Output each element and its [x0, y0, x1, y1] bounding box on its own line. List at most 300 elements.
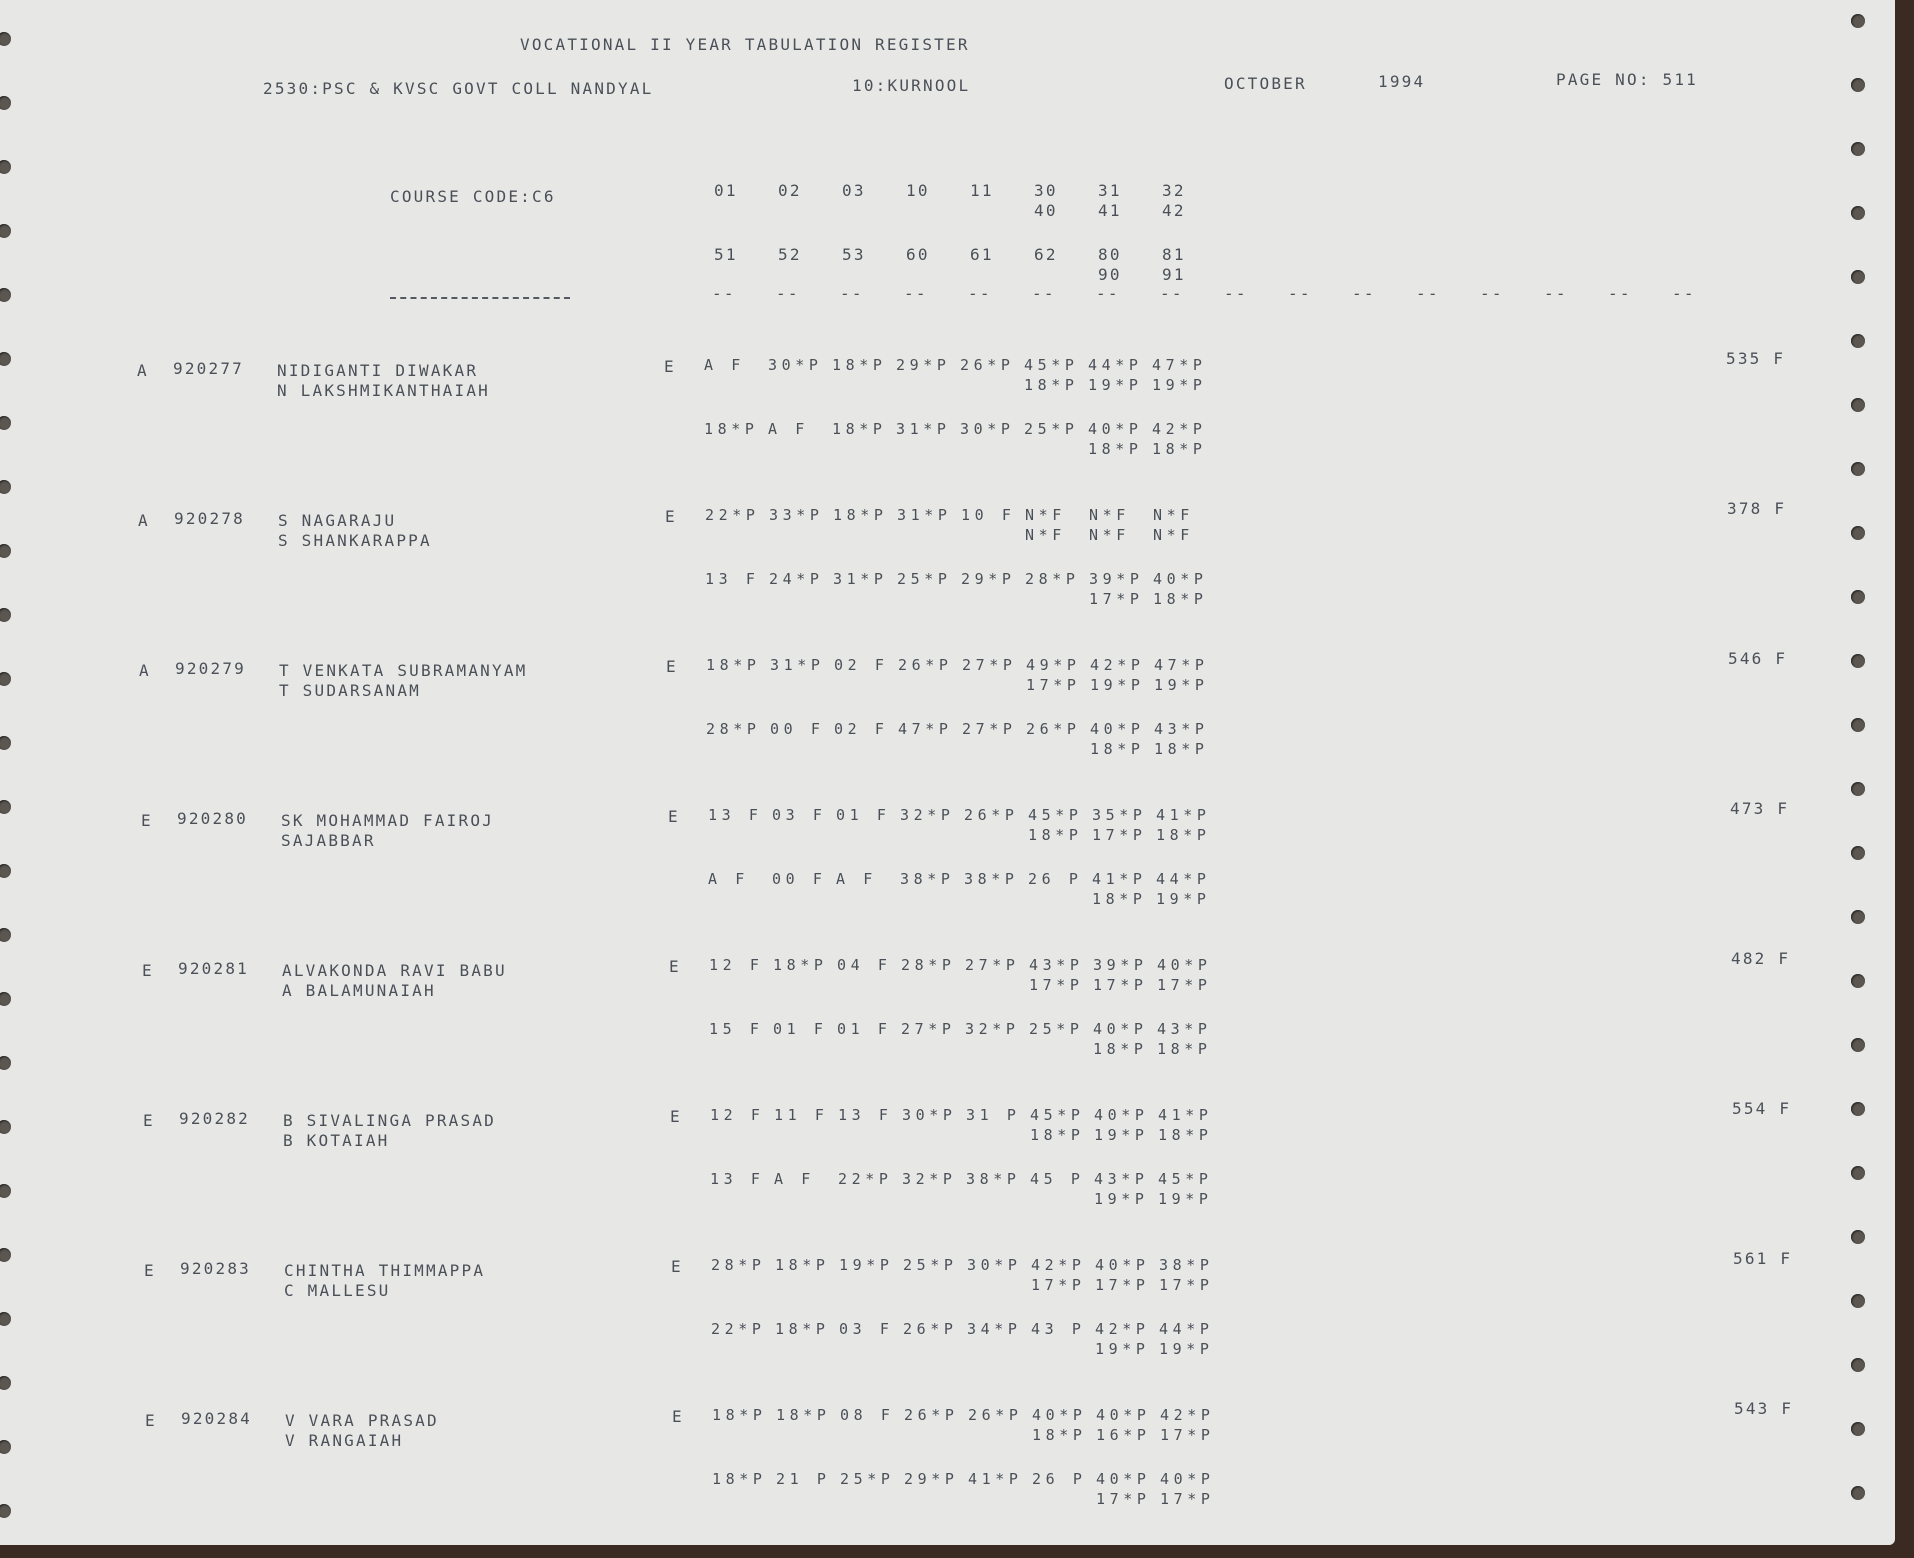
column-dash: --	[712, 284, 736, 303]
subject-code: 32	[1162, 181, 1186, 200]
mark-cell: 42*P	[1095, 1320, 1150, 1338]
mark-cell: 19*P	[1095, 1340, 1150, 1358]
mark-cell: 18*P	[706, 656, 761, 674]
mark-cell: 01 F	[836, 806, 891, 824]
feed-hole	[1851, 270, 1865, 284]
mark-cell: 18*P	[833, 506, 888, 524]
mark-cell: 11 F	[774, 1106, 829, 1124]
total-result: 561 F	[1733, 1249, 1793, 1268]
mark-cell: 18*P	[1158, 1126, 1213, 1144]
mark-cell: 25*P	[1024, 420, 1079, 438]
mark-cell: 26*P	[960, 356, 1015, 374]
feed-hole	[0, 1376, 11, 1390]
mark-cell: 34*P	[967, 1320, 1022, 1338]
mark-cell: 41*P	[1092, 870, 1147, 888]
mark-cell: 40*P	[1094, 1106, 1149, 1124]
mark-cell: 17*P	[1093, 976, 1148, 994]
mark-cell: 41*P	[1156, 806, 1211, 824]
column-dash: --	[968, 284, 992, 303]
subject-code: 02	[778, 181, 802, 200]
feed-hole	[1851, 910, 1865, 924]
column-dash: --	[1416, 284, 1440, 303]
mark-cell: 12 F	[710, 1106, 765, 1124]
mark-cell: 22*P	[705, 506, 760, 524]
mark-cell: 27*P	[901, 1020, 956, 1038]
mark-cell: 29*P	[961, 570, 1016, 588]
medium-code: E	[664, 357, 676, 376]
student-name: S NAGARAJU	[278, 511, 397, 530]
mark-cell: N*F	[1025, 526, 1066, 544]
mark-cell: 43*P	[1094, 1170, 1149, 1188]
feed-hole	[1851, 846, 1865, 860]
subject-code: 41	[1098, 201, 1122, 220]
mark-cell: 28*P	[706, 720, 761, 738]
mark-cell: 41*P	[1158, 1106, 1213, 1124]
mark-cell: 19*P	[1090, 676, 1145, 694]
group-code: E	[145, 1411, 157, 1430]
feed-hole	[0, 864, 11, 878]
mark-cell: 33*P	[769, 506, 824, 524]
mark-cell: 15 F	[709, 1020, 764, 1038]
father-name: SAJABBAR	[281, 831, 376, 850]
subject-code: 31	[1098, 181, 1122, 200]
feed-hole	[1851, 1486, 1865, 1500]
mark-cell: 26*P	[1026, 720, 1081, 738]
mark-cell: 31*P	[897, 506, 952, 524]
feed-hole	[0, 32, 11, 46]
group-code: E	[143, 1111, 155, 1130]
mark-cell: 13 F	[710, 1170, 765, 1188]
column-dash: --	[840, 284, 864, 303]
mark-cell: 00 F	[772, 870, 827, 888]
mark-cell: 45 P	[1030, 1170, 1085, 1188]
mark-cell: A F	[704, 356, 745, 374]
feed-hole	[0, 352, 11, 366]
mark-cell: 27*P	[962, 656, 1017, 674]
feed-hole	[0, 992, 11, 1006]
subject-code: 53	[842, 245, 866, 264]
father-name: V RANGAIAH	[285, 1431, 404, 1450]
course-code-label: COURSE CODE:C6	[390, 187, 556, 206]
exam-year: 1994	[1378, 72, 1426, 91]
column-dash: --	[776, 284, 800, 303]
mark-cell: 43*P	[1029, 956, 1084, 974]
mark-cell: 40*P	[1032, 1406, 1087, 1424]
mark-cell: 17*P	[1157, 976, 1212, 994]
column-dash: --	[1096, 284, 1120, 303]
left-tractor-feed-holes	[0, 0, 22, 1545]
subject-code: 62	[1034, 245, 1058, 264]
mark-cell: 17*P	[1159, 1276, 1214, 1294]
feed-hole	[1851, 718, 1865, 732]
mark-cell: 38*P	[900, 870, 955, 888]
mark-cell: 26*P	[904, 1406, 959, 1424]
medium-code: E	[669, 957, 681, 976]
mark-cell: 28*P	[1025, 570, 1080, 588]
mark-cell: 25*P	[897, 570, 952, 588]
mark-cell: 01 F	[837, 1020, 892, 1038]
mark-cell: 43 P	[1031, 1320, 1086, 1338]
group-code: A	[139, 661, 151, 680]
mark-cell: 49*P	[1026, 656, 1081, 674]
mark-cell: 02 F	[834, 720, 889, 738]
subject-code: 03	[842, 181, 866, 200]
mark-cell: 19*P	[1158, 1190, 1213, 1208]
medium-code: E	[672, 1407, 684, 1426]
father-name: S SHANKARAPPA	[278, 531, 432, 550]
feed-hole	[0, 160, 11, 174]
roll-number: 920277	[173, 359, 244, 378]
roll-number: 920284	[181, 1409, 252, 1428]
mark-cell: 22*P	[711, 1320, 766, 1338]
mark-cell: 35*P	[1092, 806, 1147, 824]
mark-cell: 40*P	[1088, 420, 1143, 438]
mark-cell: 19*P	[1094, 1126, 1149, 1144]
mark-cell: 03 F	[772, 806, 827, 824]
mark-cell: 26 P	[1028, 870, 1083, 888]
mark-cell: 18*P	[775, 1256, 830, 1274]
feed-hole	[1851, 1102, 1865, 1116]
column-dash: --	[1480, 284, 1504, 303]
mark-cell: 40*P	[1090, 720, 1145, 738]
mark-cell: 18*P	[712, 1470, 767, 1488]
feed-hole	[0, 1312, 11, 1326]
medium-code: E	[670, 1107, 682, 1126]
subject-code: 60	[906, 245, 930, 264]
feed-hole	[1851, 654, 1865, 668]
student-name: T VENKATA SUBRAMANYAM	[279, 661, 528, 680]
roll-number: 920279	[175, 659, 246, 678]
roll-number: 920282	[179, 1109, 250, 1128]
total-result: 473 F	[1730, 799, 1790, 818]
mark-cell: 39*P	[1093, 956, 1148, 974]
subject-code: 40	[1034, 201, 1058, 220]
mark-cell: 18*P	[1154, 740, 1209, 758]
mark-cell: 17*P	[1029, 976, 1084, 994]
subject-code: 01	[714, 181, 738, 200]
mark-cell: 17*P	[1160, 1490, 1215, 1508]
mark-cell: 32*P	[902, 1170, 957, 1188]
feed-hole	[0, 1184, 11, 1198]
mark-cell: 17*P	[1031, 1276, 1086, 1294]
mark-cell: 32*P	[965, 1020, 1020, 1038]
total-result: 482 F	[1731, 949, 1791, 968]
mark-cell: 19*P	[1152, 376, 1207, 394]
feed-hole	[0, 1120, 11, 1134]
mark-cell: A F	[774, 1170, 815, 1188]
subject-code: 51	[714, 245, 738, 264]
feed-hole	[1851, 1038, 1865, 1052]
mark-cell: 13 F	[705, 570, 760, 588]
course-code-underline	[390, 297, 570, 299]
mark-cell: 18*P	[832, 420, 887, 438]
group-code: A	[137, 361, 149, 380]
subject-code: 91	[1162, 265, 1186, 284]
mark-cell: 17*P	[1160, 1426, 1215, 1444]
roll-number: 920281	[178, 959, 249, 978]
feed-hole	[1851, 78, 1865, 92]
exam-month: OCTOBER	[1224, 74, 1307, 93]
mark-cell: 19*P	[1159, 1340, 1214, 1358]
mark-cell: 42*P	[1152, 420, 1207, 438]
mark-cell: N*F	[1153, 526, 1194, 544]
feed-hole	[1851, 782, 1865, 796]
feed-hole	[0, 1440, 11, 1454]
mark-cell: 18*P	[773, 956, 828, 974]
mark-cell: 18*P	[712, 1406, 767, 1424]
mark-cell: 40*P	[1093, 1020, 1148, 1038]
mark-cell: 31*P	[896, 420, 951, 438]
mark-cell: 40*P	[1157, 956, 1212, 974]
mark-cell: 10 F	[961, 506, 1016, 524]
feed-hole	[0, 736, 11, 750]
feed-hole	[0, 1248, 11, 1262]
mark-cell: 45*P	[1030, 1106, 1085, 1124]
group-code: A	[138, 511, 150, 530]
mark-cell: N*F	[1089, 506, 1130, 524]
student-name: V VARA PRASAD	[285, 1411, 439, 1430]
feed-hole	[0, 672, 11, 686]
total-result: 543 F	[1734, 1399, 1794, 1418]
column-dash: --	[1160, 284, 1184, 303]
medium-code: E	[666, 657, 678, 676]
feed-hole	[1851, 206, 1865, 220]
feed-hole	[1851, 462, 1865, 476]
mark-cell: 12 F	[709, 956, 764, 974]
mark-cell: 18*P	[1088, 440, 1143, 458]
subject-code: 81	[1162, 245, 1186, 264]
roll-number: 920280	[177, 809, 248, 828]
mark-cell: 25*P	[840, 1470, 895, 1488]
column-dash: --	[1608, 284, 1632, 303]
mark-cell: 27*P	[962, 720, 1017, 738]
feed-hole	[0, 1504, 11, 1518]
feed-hole	[0, 96, 11, 110]
district-name: 10:KURNOOL	[852, 76, 971, 95]
mark-cell: 38*P	[1159, 1256, 1214, 1274]
student-name: B SIVALINGA PRASAD	[283, 1111, 496, 1130]
subject-code: 30	[1034, 181, 1058, 200]
mark-cell: 17*P	[1095, 1276, 1150, 1294]
feed-hole	[0, 288, 11, 302]
column-dash: --	[1672, 284, 1696, 303]
mark-cell: 39*P	[1089, 570, 1144, 588]
total-result: 546 F	[1728, 649, 1788, 668]
mark-cell: 38*P	[964, 870, 1019, 888]
mark-cell: 16*P	[1096, 1426, 1151, 1444]
medium-code: E	[665, 507, 677, 526]
feed-hole	[0, 928, 11, 942]
column-dash: --	[1352, 284, 1376, 303]
mark-cell: 19*P	[1156, 890, 1211, 908]
mark-cell: 26*P	[898, 656, 953, 674]
mark-cell: 44*P	[1159, 1320, 1214, 1338]
father-name: A BALAMUNAIAH	[282, 981, 436, 1000]
mark-cell: 45*P	[1158, 1170, 1213, 1188]
mark-cell: 13 F	[838, 1106, 893, 1124]
subject-code: 52	[778, 245, 802, 264]
mark-cell: 13 F	[708, 806, 763, 824]
total-result: 378 F	[1727, 499, 1787, 518]
mark-cell: 40*P	[1096, 1470, 1151, 1488]
father-name: B KOTAIAH	[283, 1131, 390, 1150]
father-name: N LAKSHMIKANTHAIAH	[277, 381, 490, 400]
mark-cell: 19*P	[839, 1256, 894, 1274]
mark-cell: 47*P	[1152, 356, 1207, 374]
mark-cell: 43*P	[1154, 720, 1209, 738]
mark-cell: 04 F	[837, 956, 892, 974]
mark-cell: 18*P	[1156, 826, 1211, 844]
mark-cell: 38*P	[966, 1170, 1021, 1188]
column-dash: --	[904, 284, 928, 303]
mark-cell: 31*P	[833, 570, 888, 588]
feed-hole	[1851, 14, 1865, 28]
mark-cell: 24*P	[769, 570, 824, 588]
mark-cell: 40*P	[1096, 1406, 1151, 1424]
student-name: NIDIGANTI DIWAKAR	[277, 361, 479, 380]
feed-hole	[0, 480, 11, 494]
mark-cell: 18*P	[1030, 1126, 1085, 1144]
mark-cell: 26*P	[964, 806, 1019, 824]
right-tractor-feed-holes	[1825, 0, 1895, 1545]
mark-cell: A F	[836, 870, 877, 888]
feed-hole	[1851, 1294, 1865, 1308]
feed-hole	[1851, 1166, 1865, 1180]
column-dash: --	[1224, 284, 1248, 303]
mark-cell: 18*P	[1090, 740, 1145, 758]
mark-cell: 18*P	[1093, 1040, 1148, 1058]
mark-cell: 44*P	[1156, 870, 1211, 888]
mark-cell: 18*P	[1152, 440, 1207, 458]
feed-hole	[1851, 526, 1865, 540]
mark-cell: 18*P	[832, 356, 887, 374]
mark-cell: 01 F	[773, 1020, 828, 1038]
subject-code: 11	[970, 181, 994, 200]
column-dash: --	[1288, 284, 1312, 303]
mark-cell: 30*P	[967, 1256, 1022, 1274]
feed-hole	[1851, 1358, 1865, 1372]
mark-cell: 45*P	[1028, 806, 1083, 824]
mark-cell: 26 P	[1032, 1470, 1087, 1488]
mark-cell: 40*P	[1095, 1256, 1150, 1274]
mark-cell: N*F	[1153, 506, 1194, 524]
subject-code: 10	[906, 181, 930, 200]
mark-cell: 31*P	[770, 656, 825, 674]
father-name: C MALLESU	[284, 1281, 391, 1300]
feed-hole	[0, 800, 11, 814]
mark-cell: 18*P	[1032, 1426, 1087, 1444]
mark-cell: 18*P	[1092, 890, 1147, 908]
mark-cell: 47*P	[1154, 656, 1209, 674]
mark-cell: 31 P	[966, 1106, 1021, 1124]
medium-code: E	[671, 1257, 683, 1276]
total-result: 535 F	[1726, 349, 1786, 368]
mark-cell: 17*P	[1026, 676, 1081, 694]
mark-cell: 44*P	[1088, 356, 1143, 374]
mark-cell: 42*P	[1031, 1256, 1086, 1274]
feed-hole	[0, 608, 11, 622]
roll-number: 920283	[180, 1259, 251, 1278]
column-dash: --	[1544, 284, 1568, 303]
feed-hole	[0, 1056, 11, 1070]
feed-hole	[1851, 1230, 1865, 1244]
page-number: PAGE NO: 511	[1556, 70, 1698, 89]
mark-cell: 42*P	[1090, 656, 1145, 674]
student-name: SK MOHAMMAD FAIROJ	[281, 811, 494, 830]
mark-cell: 22*P	[838, 1170, 893, 1188]
father-name: T SUDARSANAM	[279, 681, 421, 700]
mark-cell: 18*P	[704, 420, 759, 438]
mark-cell: A F	[708, 870, 749, 888]
mark-cell: 26*P	[968, 1406, 1023, 1424]
mark-cell: 03 F	[839, 1320, 894, 1338]
feed-hole	[0, 544, 11, 558]
total-result: 554 F	[1732, 1099, 1792, 1118]
mark-cell: 30*P	[960, 420, 1015, 438]
mark-cell: 17*P	[1092, 826, 1147, 844]
mark-cell: N*F	[1089, 526, 1130, 544]
mark-cell: 18*P	[776, 1406, 831, 1424]
mark-cell: 30*P	[768, 356, 823, 374]
subject-code: 80	[1098, 245, 1122, 264]
mark-cell: 26*P	[903, 1320, 958, 1338]
mark-cell: 27*P	[965, 956, 1020, 974]
mark-cell: 42*P	[1160, 1406, 1215, 1424]
mark-cell: 00 F	[770, 720, 825, 738]
mark-cell: 18*P	[775, 1320, 830, 1338]
mark-cell: 19*P	[1094, 1190, 1149, 1208]
mark-cell: 40*P	[1153, 570, 1208, 588]
subject-code: 61	[970, 245, 994, 264]
mark-cell: 32*P	[900, 806, 955, 824]
feed-hole	[0, 416, 11, 430]
roll-number: 920278	[174, 509, 245, 528]
mark-cell: 28*P	[711, 1256, 766, 1274]
mark-cell: 18*P	[1024, 376, 1079, 394]
mark-cell: 41*P	[968, 1470, 1023, 1488]
mark-cell: 25*P	[1029, 1020, 1084, 1038]
college-name: 2530:PSC & KVSC GOVT COLL NANDYAL	[263, 79, 654, 98]
student-name: CHINTHA THIMMAPPA	[284, 1261, 486, 1280]
feed-hole	[1851, 590, 1865, 604]
mark-cell: 45*P	[1024, 356, 1079, 374]
mark-cell: 21 P	[776, 1470, 831, 1488]
mark-cell: 19*P	[1088, 376, 1143, 394]
mark-cell: 43*P	[1157, 1020, 1212, 1038]
group-code: E	[144, 1261, 156, 1280]
feed-hole	[1851, 1422, 1865, 1436]
mark-cell: 18*P	[1153, 590, 1208, 608]
mark-cell: 02 F	[834, 656, 889, 674]
mark-cell: 29*P	[904, 1470, 959, 1488]
mark-cell: 19*P	[1154, 676, 1209, 694]
mark-cell: 29*P	[896, 356, 951, 374]
mark-cell: 17*P	[1096, 1490, 1151, 1508]
mark-cell: 25*P	[903, 1256, 958, 1274]
subject-code: 42	[1162, 201, 1186, 220]
mark-cell: 18*P	[1157, 1040, 1212, 1058]
mark-cell: A F	[768, 420, 809, 438]
mark-cell: 40*P	[1160, 1470, 1215, 1488]
mark-cell: 28*P	[901, 956, 956, 974]
group-code: E	[142, 961, 154, 980]
student-name: ALVAKONDA RAVI BABU	[282, 961, 507, 980]
feed-hole	[1851, 398, 1865, 412]
mark-cell: N*F	[1025, 506, 1066, 524]
medium-code: E	[668, 807, 680, 826]
feed-hole	[1851, 142, 1865, 156]
feed-hole	[1851, 974, 1865, 988]
